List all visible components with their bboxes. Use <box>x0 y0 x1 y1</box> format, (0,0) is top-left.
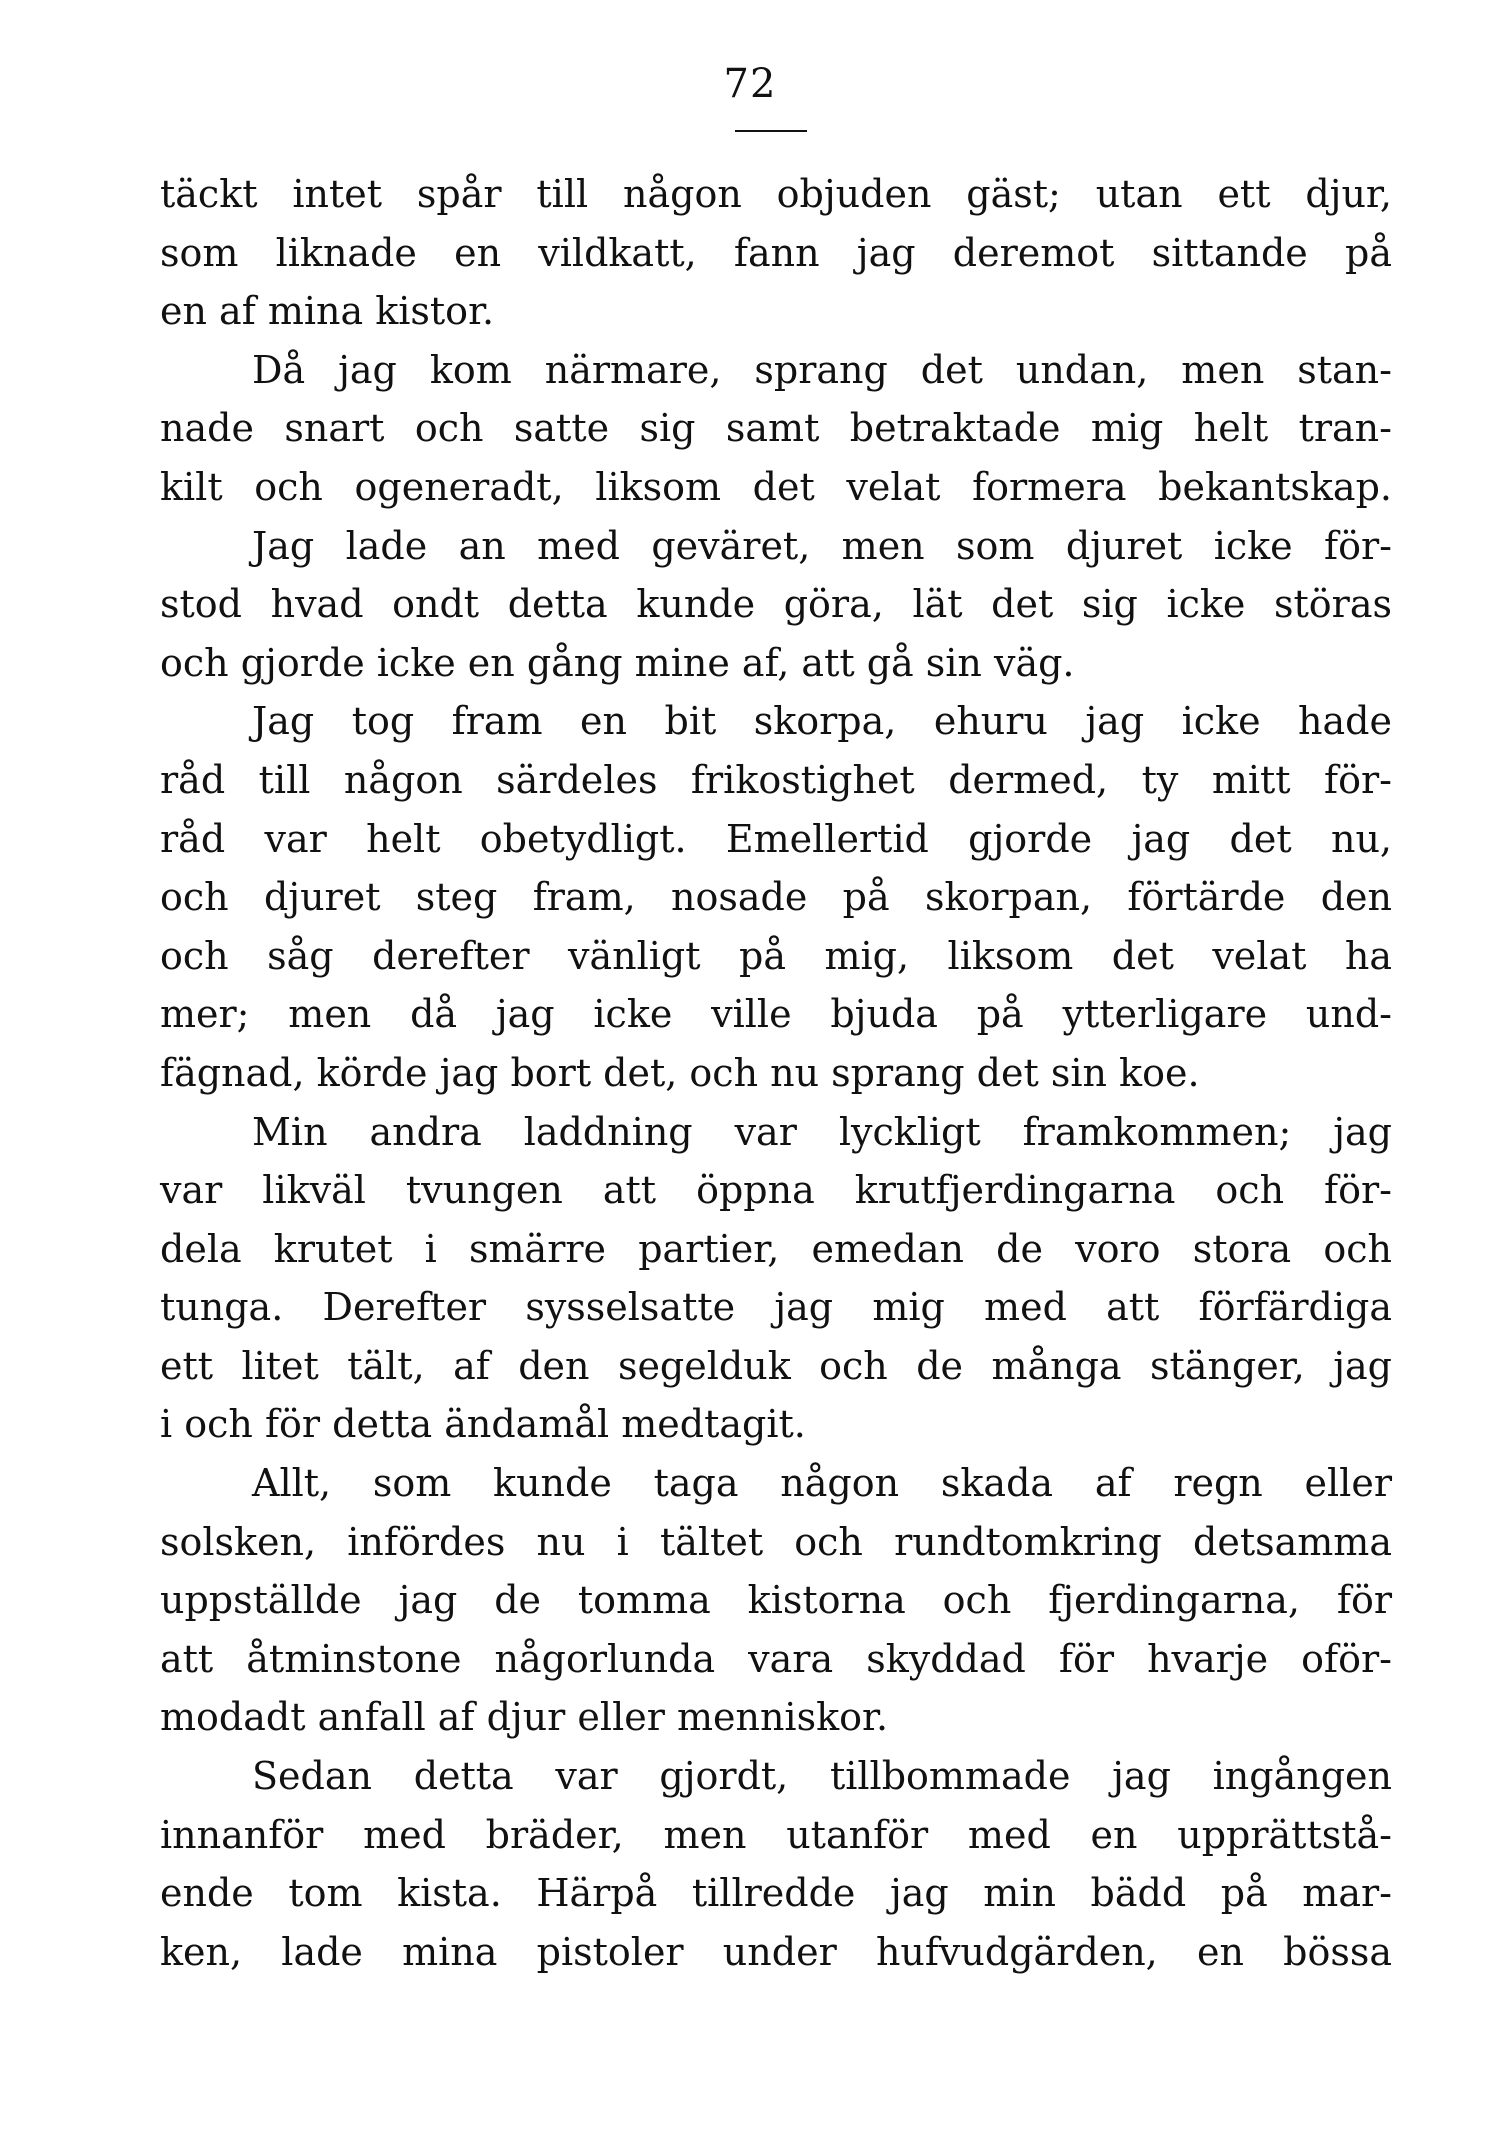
text-line: stod hvad ondt detta kunde göra, lät det sig icke störas <box>160 582 1392 627</box>
text-line: tunga. Derefter sysselsatte jag mig med att förfärdiga <box>160 1285 1392 1330</box>
text-line: Sedan detta var gjordt, tillbommade jag ingången <box>252 1754 1392 1799</box>
text-line: Jag tog fram en bit skorpa, ehuru jag icke hade <box>252 699 1392 744</box>
text-line: var likväl tvungen att öppna krutfjerdingarna och för- <box>160 1168 1392 1213</box>
text-line: och djuret steg fram, nosade på skorpan, förtärde den <box>160 875 1392 920</box>
text-line: i och för detta ändamål medtagit. <box>160 1402 806 1447</box>
text-line: som liknade en vildkatt, fann jag deremot sittande på <box>160 230 1392 275</box>
body-text <box>160 165 1392 1981</box>
text-line: Min andra laddning var lyckligt framkommen; jag <box>252 1109 1392 1154</box>
text-line: täckt intet spår till någon objuden gäst; utan ett djur, <box>160 172 1392 216</box>
text-line: och såg derefter vänligt på mig, liksom det velat ha <box>160 933 1392 978</box>
text-line: modadt anfall af djur eller menniskor. <box>160 1695 889 1740</box>
text-line: och gjorde icke en gång mine af, att gå sin väg. <box>160 640 1075 685</box>
page-number-rule <box>735 130 807 132</box>
text-line: kilt och ogeneradt, liksom det velat formera bekantskap. <box>160 464 1392 509</box>
text-line: en af mina kistor. <box>160 289 495 334</box>
text-line: Allt, som kunde taga någon skada af regn eller <box>252 1461 1392 1506</box>
text-line: nade snart och satte sig samt betraktade mig helt tran- <box>160 406 1392 451</box>
text-line: att åtminstone någorlunda vara skyddad för hvarje oför- <box>160 1636 1392 1681</box>
text-line: solsken, infördes nu i tältet och rundtomkring detsamma <box>160 1519 1392 1564</box>
text-line: Jag lade an med geväret, men som djuret icke för- <box>252 523 1392 568</box>
text-line: ett litet tält, af den segelduk och de många stänger, jag <box>160 1343 1392 1388</box>
text-line: mer; men då jag icke ville bjuda på ytterligare und- <box>160 992 1392 1037</box>
text-line: uppställde jag de tomma kistorna och fjerdingarna, för <box>160 1578 1392 1623</box>
text-line: råd till någon särdeles frikostighet dermed, ty mitt för- <box>160 757 1392 802</box>
text-line: ken, lade mina pistoler under hufvudgärden, en bössa <box>160 1929 1392 1974</box>
text-line: Då jag kom närmare, sprang det undan, men stan- <box>252 347 1392 392</box>
text-line: råd var helt obetydligt. Emellertid gjorde jag det nu, <box>160 816 1392 861</box>
text-line: fägnad, körde jag bort det, och nu sprang det sin koe. <box>160 1050 1200 1095</box>
text-line: innanför med bräder, men utanför med en upprättstå- <box>160 1812 1392 1857</box>
text-line: dela krutet i smärre partier, emedan de voro stora och <box>160 1226 1392 1271</box>
page-number: 72 <box>723 61 777 107</box>
text-line: ende tom kista. Härpå tillredde jag min bädd på mar- <box>160 1871 1392 1916</box>
